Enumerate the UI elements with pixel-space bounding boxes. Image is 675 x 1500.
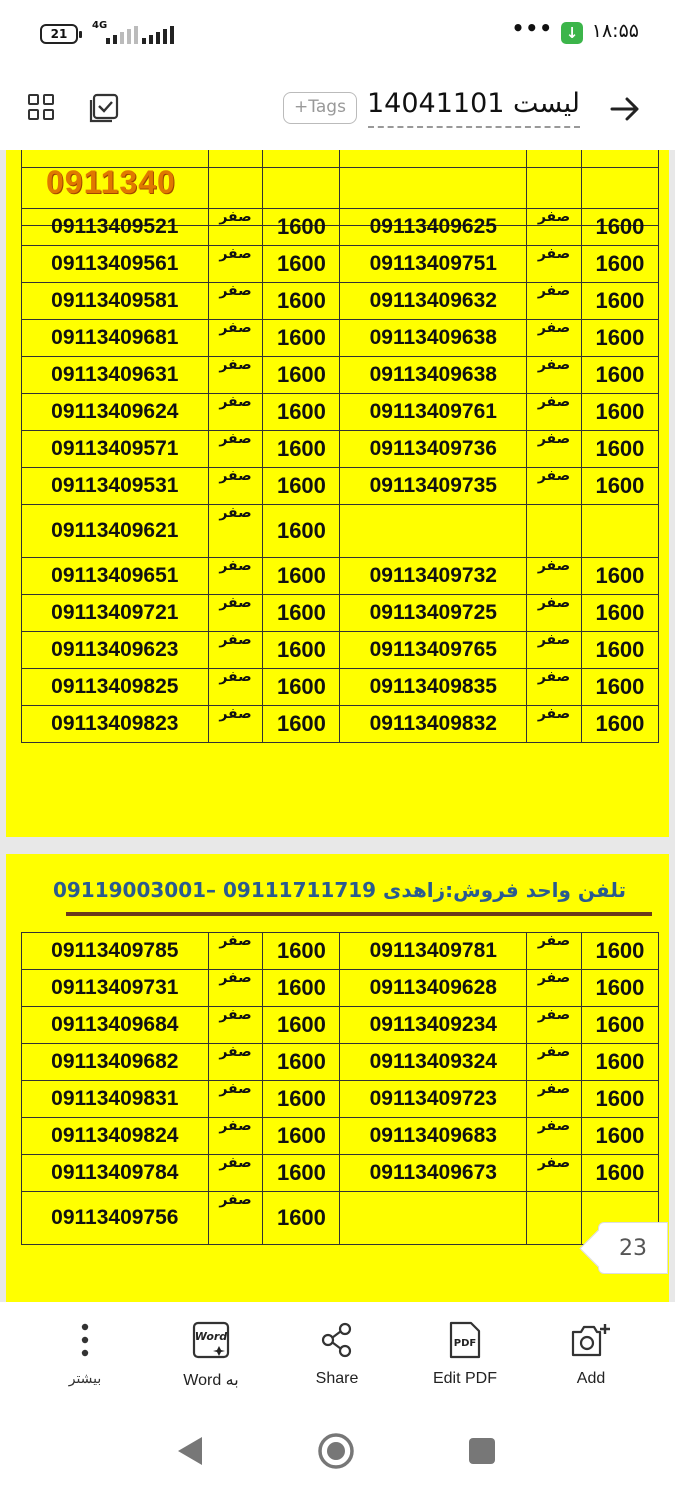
phone-number-cell: 09113409831 <box>22 1081 209 1118</box>
price-cell: 1600 <box>263 394 340 431</box>
zero-label-cell: صفر <box>208 933 263 970</box>
phone-number-cell: 09113409732 <box>340 558 527 595</box>
price-cell: 1600 <box>263 357 340 394</box>
phone-number-cell: 09113409682 <box>22 1044 209 1081</box>
number-price-table-2 <box>21 932 659 1245</box>
phone-number-cell: 09113409561 <box>22 246 209 283</box>
table-row <box>22 669 659 706</box>
phone-number-cell: 09113409835 <box>340 669 527 706</box>
share-label: Share <box>315 1370 359 1387</box>
zero-label-cell: صفر <box>527 632 582 669</box>
zero-label-cell: صفر <box>527 246 582 283</box>
nav-recents-icon[interactable] <box>466 1435 498 1467</box>
table-row <box>22 209 659 246</box>
table-row <box>22 1192 659 1245</box>
phone-number-cell: 09113409625 <box>340 209 527 246</box>
zero-label-cell: صفر <box>208 431 263 468</box>
table-row <box>22 1007 659 1044</box>
table-row <box>22 933 659 970</box>
zero-label-cell: صفر <box>527 1044 582 1081</box>
pdf-page-2 <box>6 854 669 1302</box>
price-cell: 1600 <box>263 632 340 669</box>
phone-number-cell: 09113409624 <box>22 394 209 431</box>
phone-number-cell: 09113409721 <box>22 595 209 632</box>
phone-number-cell: 09113409683 <box>340 1118 527 1155</box>
table-row <box>22 246 659 283</box>
phone-number-cell: 09113409756 <box>22 1192 209 1245</box>
price-cell: 1600 <box>581 209 658 246</box>
zero-label-cell: صفر <box>208 1155 263 1192</box>
zero-label-cell: صفر <box>208 558 263 595</box>
phone-number-cell: 09113409681 <box>22 320 209 357</box>
checkbox-icon[interactable] <box>88 92 120 124</box>
svg-text:Word: Word <box>194 1330 228 1343</box>
zero-label-cell <box>527 505 582 558</box>
table-row <box>22 1155 659 1192</box>
table-row <box>22 558 659 595</box>
number-prefix-heading: 0911340 <box>46 164 176 200</box>
price-cell: 1600 <box>581 669 658 706</box>
nav-back-icon[interactable] <box>174 1434 206 1468</box>
tags-button[interactable]: +Tags <box>283 92 357 124</box>
phone-number-cell: 09113409785 <box>22 933 209 970</box>
price-cell: 1600 <box>263 1081 340 1118</box>
price-cell: 1600 <box>263 320 340 357</box>
zero-label-cell: صفر <box>208 970 263 1007</box>
zero-label-cell: صفر <box>208 357 263 394</box>
zero-label-cell: صفر <box>208 595 263 632</box>
phone-number-cell: 09113409628 <box>340 970 527 1007</box>
price-cell: 1600 <box>581 1007 658 1044</box>
zero-label-cell: صفر <box>527 468 582 505</box>
phone-number-cell: 09113409761 <box>340 394 527 431</box>
zero-label-cell: صفر <box>527 1118 582 1155</box>
zero-label-cell: صفر <box>208 1081 263 1118</box>
phone-number-cell: 09113409684 <box>22 1007 209 1044</box>
zero-label-cell: صفر <box>208 1044 263 1081</box>
clock: ۱۸:۵۵ <box>591 20 639 42</box>
divider <box>66 912 652 916</box>
zero-label-cell: صفر <box>208 468 263 505</box>
zero-label-cell: صفر <box>527 970 582 1007</box>
price-cell: 1600 <box>263 595 340 632</box>
price-cell: 1600 <box>263 669 340 706</box>
table-row <box>22 595 659 632</box>
word-convert-icon <box>191 1320 231 1360</box>
price-cell: 1600 <box>581 632 658 669</box>
sales-phone-line: تلفن واحد فروش:زاهدی 09111711719 –09119003001 <box>52 878 626 902</box>
nav-home-icon[interactable] <box>316 1431 356 1471</box>
document-title[interactable]: لیست 14041101 <box>368 88 580 128</box>
price-cell: 1600 <box>263 431 340 468</box>
phone-number-cell: 09113409784 <box>22 1155 209 1192</box>
zero-label-cell: صفر <box>208 283 263 320</box>
zero-label-cell: صفر <box>208 1192 263 1245</box>
phone-number-cell: 09113409324 <box>340 1044 527 1081</box>
price-cell: 1600 <box>581 970 658 1007</box>
zero-label-cell: صفر <box>208 669 263 706</box>
phone-number-cell: 09113409521 <box>22 209 209 246</box>
convert-to-word-button[interactable] <box>156 1318 266 1390</box>
zero-label-cell: صفر <box>527 1081 582 1118</box>
price-cell: 1600 <box>263 283 340 320</box>
price-cell: 1600 <box>263 1118 340 1155</box>
zero-label-cell: صفر <box>208 706 263 743</box>
price-cell: 1600 <box>581 1155 658 1192</box>
phone-number-cell: 09113409781 <box>340 933 527 970</box>
number-price-table <box>21 208 659 743</box>
phone-number-cell: 09113409581 <box>22 283 209 320</box>
phone-number-cell <box>340 1192 527 1245</box>
zero-label-cell: صفر <box>527 320 582 357</box>
zero-label-cell <box>527 1192 582 1245</box>
price-cell: 1600 <box>581 1081 658 1118</box>
price-cell: 1600 <box>581 246 658 283</box>
price-cell: 1600 <box>263 1044 340 1081</box>
phone-number-cell: 09113409736 <box>340 431 527 468</box>
price-cell: 1600 <box>263 1007 340 1044</box>
bottom-toolbar <box>0 1302 675 1410</box>
vertical-dots-icon <box>79 1322 91 1358</box>
phone-number-cell: 09113409735 <box>340 468 527 505</box>
signal-strength-icon <box>106 24 138 44</box>
signal-strength-icon-2 <box>142 24 174 44</box>
price-cell: 1600 <box>581 558 658 595</box>
price-cell: 1600 <box>263 505 340 558</box>
table-row <box>22 320 659 357</box>
edit-pdf-button[interactable] <box>410 1318 520 1388</box>
system-navigation-bar <box>0 1410 675 1500</box>
zero-label-cell: صفر <box>527 706 582 743</box>
price-cell: 1600 <box>581 431 658 468</box>
zero-label-cell: صفر <box>208 246 263 283</box>
word-label: Word به <box>183 1372 239 1389</box>
phone-number-cell: 09113409632 <box>340 283 527 320</box>
price-cell: 1600 <box>263 706 340 743</box>
svg-text:PDF: PDF <box>453 1338 477 1349</box>
table-row <box>22 1044 659 1081</box>
phone-number-cell: 09113409731 <box>22 970 209 1007</box>
phone-number-cell: 09113409531 <box>22 468 209 505</box>
phone-number-cell: 09113409824 <box>22 1118 209 1155</box>
phone-number-cell: 09113409631 <box>22 357 209 394</box>
price-cell: 1600 <box>263 468 340 505</box>
price-cell: 1600 <box>263 1192 340 1245</box>
more-button[interactable] <box>30 1318 140 1387</box>
battery-indicator: 21 <box>40 24 78 44</box>
table-row <box>22 394 659 431</box>
price-cell: 1600 <box>581 320 658 357</box>
table-row <box>22 505 659 558</box>
zero-label-cell: صفر <box>208 505 263 558</box>
price-cell: 1600 <box>581 1118 658 1155</box>
phone-number-cell: 09113409825 <box>22 669 209 706</box>
phone-number-cell: 09113409621 <box>22 505 209 558</box>
phone-number-cell: 09113409723 <box>340 1081 527 1118</box>
price-cell: 1600 <box>581 706 658 743</box>
zero-label-cell: صفر <box>527 1155 582 1192</box>
edit-pdf-label: Edit PDF <box>432 1370 497 1387</box>
table-row <box>22 970 659 1007</box>
table-row <box>22 283 659 320</box>
price-cell: 1600 <box>581 394 658 431</box>
share-icon <box>320 1322 354 1358</box>
add-button[interactable] <box>536 1318 646 1388</box>
table-row <box>22 1118 659 1155</box>
phone-number-cell: 09113409651 <box>22 558 209 595</box>
price-cell <box>581 505 658 558</box>
phone-number-cell: 09113409725 <box>340 595 527 632</box>
table-row <box>22 706 659 743</box>
page-number-indicator[interactable]: 23 <box>598 1222 668 1274</box>
table-row <box>22 357 659 394</box>
price-cell: 1600 <box>263 209 340 246</box>
pdf-edit-icon <box>447 1320 483 1360</box>
price-cell: 1600 <box>263 1155 340 1192</box>
table-row <box>22 431 659 468</box>
phone-number-cell: 09113409823 <box>22 706 209 743</box>
phone-number-cell: 09113409751 <box>340 246 527 283</box>
camera-add-icon <box>570 1321 612 1359</box>
zero-label-cell: صفر <box>527 394 582 431</box>
more-label: بیشتر <box>68 1370 102 1386</box>
arrow-right-icon[interactable] <box>606 90 644 128</box>
zero-label-cell: صفر <box>208 632 263 669</box>
zero-label-cell: صفر <box>527 209 582 246</box>
zero-label-cell: صفر <box>208 209 263 246</box>
more-notifications-icon: ••• <box>511 16 553 40</box>
network-type: 4G <box>92 20 108 31</box>
zero-label-cell: صفر <box>208 320 263 357</box>
pdf-page <box>6 150 669 837</box>
price-cell: 1600 <box>263 933 340 970</box>
zero-label-cell: صفر <box>527 669 582 706</box>
add-label: Add <box>576 1370 606 1387</box>
document-viewer[interactable] <box>0 150 675 1302</box>
price-cell: 1600 <box>263 970 340 1007</box>
phone-number-cell: 09113409234 <box>340 1007 527 1044</box>
price-cell: 1600 <box>581 357 658 394</box>
price-cell: 1600 <box>581 468 658 505</box>
zero-label-cell: صفر <box>208 394 263 431</box>
zero-label-cell: صفر <box>208 1007 263 1044</box>
phone-number-cell: 09113409638 <box>340 320 527 357</box>
phone-number-cell: 09113409765 <box>340 632 527 669</box>
phone-number-cell: 09113409623 <box>22 632 209 669</box>
phone-number-cell <box>340 505 527 558</box>
price-cell: 1600 <box>263 246 340 283</box>
zero-label-cell: صفر <box>527 283 582 320</box>
price-cell: 1600 <box>263 558 340 595</box>
zero-label-cell: صفر <box>527 595 582 632</box>
price-cell: 1600 <box>581 933 658 970</box>
price-cell: 1600 <box>581 595 658 632</box>
zero-label-cell: صفر <box>527 431 582 468</box>
status-bar <box>0 0 675 68</box>
phone-number-cell: 09113409673 <box>340 1155 527 1192</box>
phone-number-cell: 09113409832 <box>340 706 527 743</box>
zero-label-cell: صفر <box>527 1007 582 1044</box>
zero-label-cell: صفر <box>527 357 582 394</box>
download-notification-icon: ↓ <box>561 22 583 44</box>
top-app-bar <box>0 68 675 150</box>
zero-label-cell: صفر <box>527 558 582 595</box>
zero-label-cell: صفر <box>527 933 582 970</box>
zero-label-cell: صفر <box>208 1118 263 1155</box>
phone-number-cell: 09113409571 <box>22 431 209 468</box>
table-row <box>22 632 659 669</box>
table-row <box>22 468 659 505</box>
grid-view-icon[interactable] <box>28 94 56 122</box>
share-button[interactable] <box>282 1318 392 1388</box>
price-cell: 1600 <box>581 1044 658 1081</box>
table-row <box>22 1081 659 1118</box>
price-cell: 1600 <box>581 283 658 320</box>
phone-number-cell: 09113409638 <box>340 357 527 394</box>
